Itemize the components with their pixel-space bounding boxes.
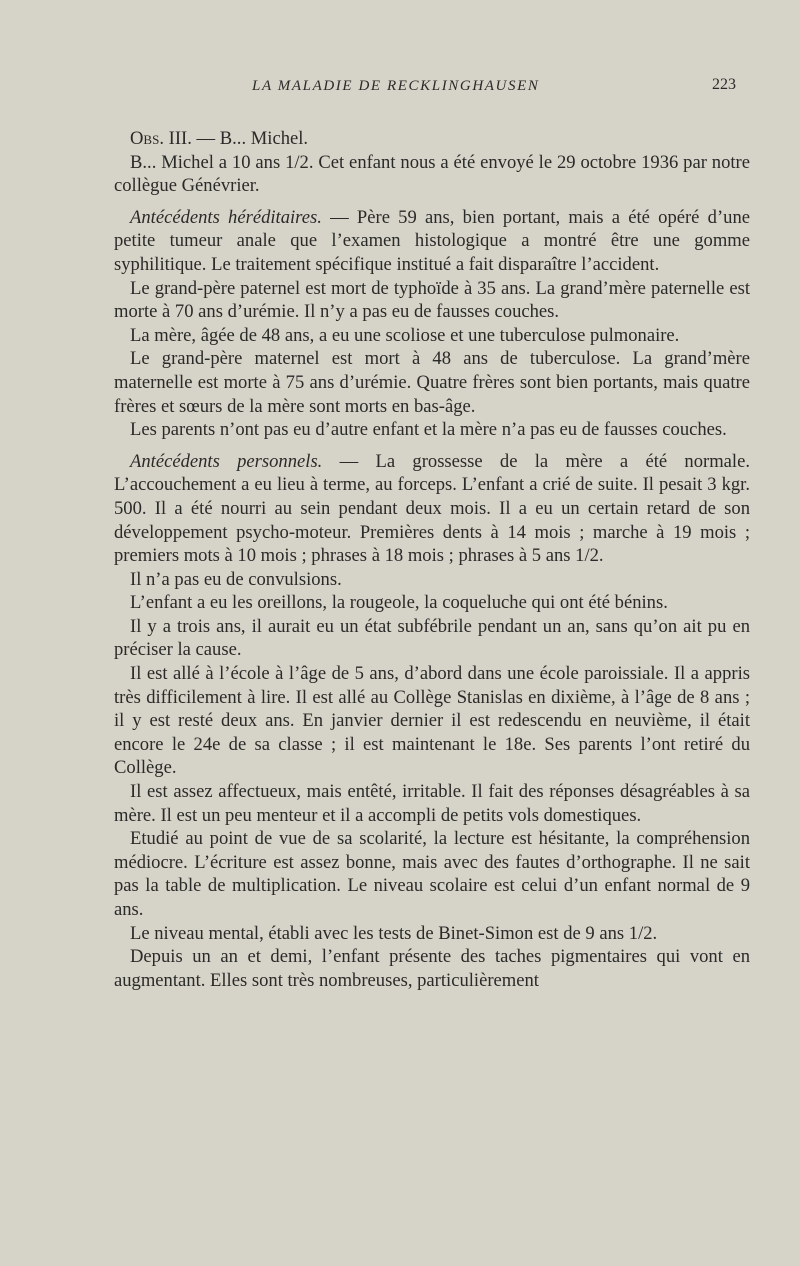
paragraph-text: — La grossesse de la mère a été normale. L’accouchement a eu lieu à terme, au forceps. L’enfant a crié de suite. Il pesait 3 kgr. 500. Il a été nourri au sein pendant deux mois. Il a eu un certain retard de son développement psycho-moteur. Premières dents à 14 mois ; marche à 19 mois ; premiers mots à 10 mois ; phrases à 18 mois ; phrases à 5 ans 1/2. — [114, 450, 750, 567]
paragraph: La mère, âgée de 48 ans, a eu une scoliose et une tuberculose pulmonaire. — [130, 324, 680, 346]
paragraph: L’enfant a eu les oreillons, la rougeole, la coqueluche qui ont été bénins. — [130, 592, 668, 614]
paragraph: Il y a trois ans, il aurait eu un état subfébrile pendant un an, sans qu’on ait pu en préciser la cause. — [114, 615, 750, 661]
paragraph: Depuis un an et demi, l’enfant présente des taches pigmentaires qui vont en augmentant. Elles sont très nombreuses, particulièrement — [114, 946, 750, 991]
observation-patient: — B... Michel. — [191, 128, 309, 149]
observation-label: Obs. III. — [130, 128, 192, 149]
paragraph — [114, 450, 750, 568]
paragraph: Le niveau mental, établi avec les tests de Binet-Simon est de 9 ans 1/2. — [130, 922, 658, 944]
section-label: Antécédents héréditaires. — [130, 206, 322, 228]
observation-heading — [114, 127, 750, 151]
paragraph: Le grand-père paternel est mort de typhoïde à 35 ans. La grand’mère paternelle est morte à 70 ans d’urémie. Il n’y a pas eu de fausses couches. — [114, 277, 750, 323]
paragraph: Le grand-père maternel est mort à 48 ans de tuberculose. La grand’mère maternelle est morte à 75 ans d’urémie. Quatre frères sont bien portants, mais quatre frères et sœurs de la mère sont morts en bas-âge. — [114, 348, 750, 417]
page-number: 223 — [712, 76, 736, 93]
running-title: LA MALADIE DE RECKLINGHAUSEN — [252, 78, 540, 94]
paragraph: Les parents n’ont pas eu d’autre enfant et la mère n’a pas eu de fausses couches. — [130, 419, 727, 441]
paragraph: Etudié au point de vue de sa scolarité, la lecture est hésitante, la compréhension médiocre. L’écriture est assez bonne, mais avec des fautes d’orthographe. Il ne sait pas la table de multiplication. Le niveau scolaire est celui d’un enfant normal de 9 ans. — [114, 828, 750, 920]
page-body — [114, 127, 750, 992]
paragraph: Il est assez affectueux, mais entêté, irritable. Il fait des réponses désagréables à sa mère. Il est un peu menteur et il a accompli de petits vols domestiques. — [114, 781, 750, 826]
section-label: Antécédents personnels. — [130, 450, 323, 472]
paragraph: Il n’a pas eu de convulsions. — [130, 568, 342, 590]
paragraph — [114, 206, 750, 277]
page-header — [0, 78, 800, 102]
paragraph: Il est allé à l’école à l’âge de 5 ans, d’abord dans une école paroissiale. Il a appris très difficilement à lire. Il est allé au Collège Stanislas en dixième, à l’âge de 8 ans ; il y est resté deux ans. En janvier dernier il est redescendu en neuvième, il était encore le 24e de sa classe ; il est maintenant le 18e. Ses parents l’ont retiré du Collège. — [114, 663, 750, 779]
paragraph: B... Michel a 10 ans 1/2. Cet enfant nous a été envoyé le 29 octobre 1936 par notre collègue Génévrier. — [114, 151, 750, 197]
paragraph-text: — Père 59 ans, bien portant, mais a été opéré d’une petite tumeur anale que l’examen histologique a montré être une gomme syphilitique. Le traitement spécifique institué a fait disparaître l’accident. — [114, 206, 750, 275]
